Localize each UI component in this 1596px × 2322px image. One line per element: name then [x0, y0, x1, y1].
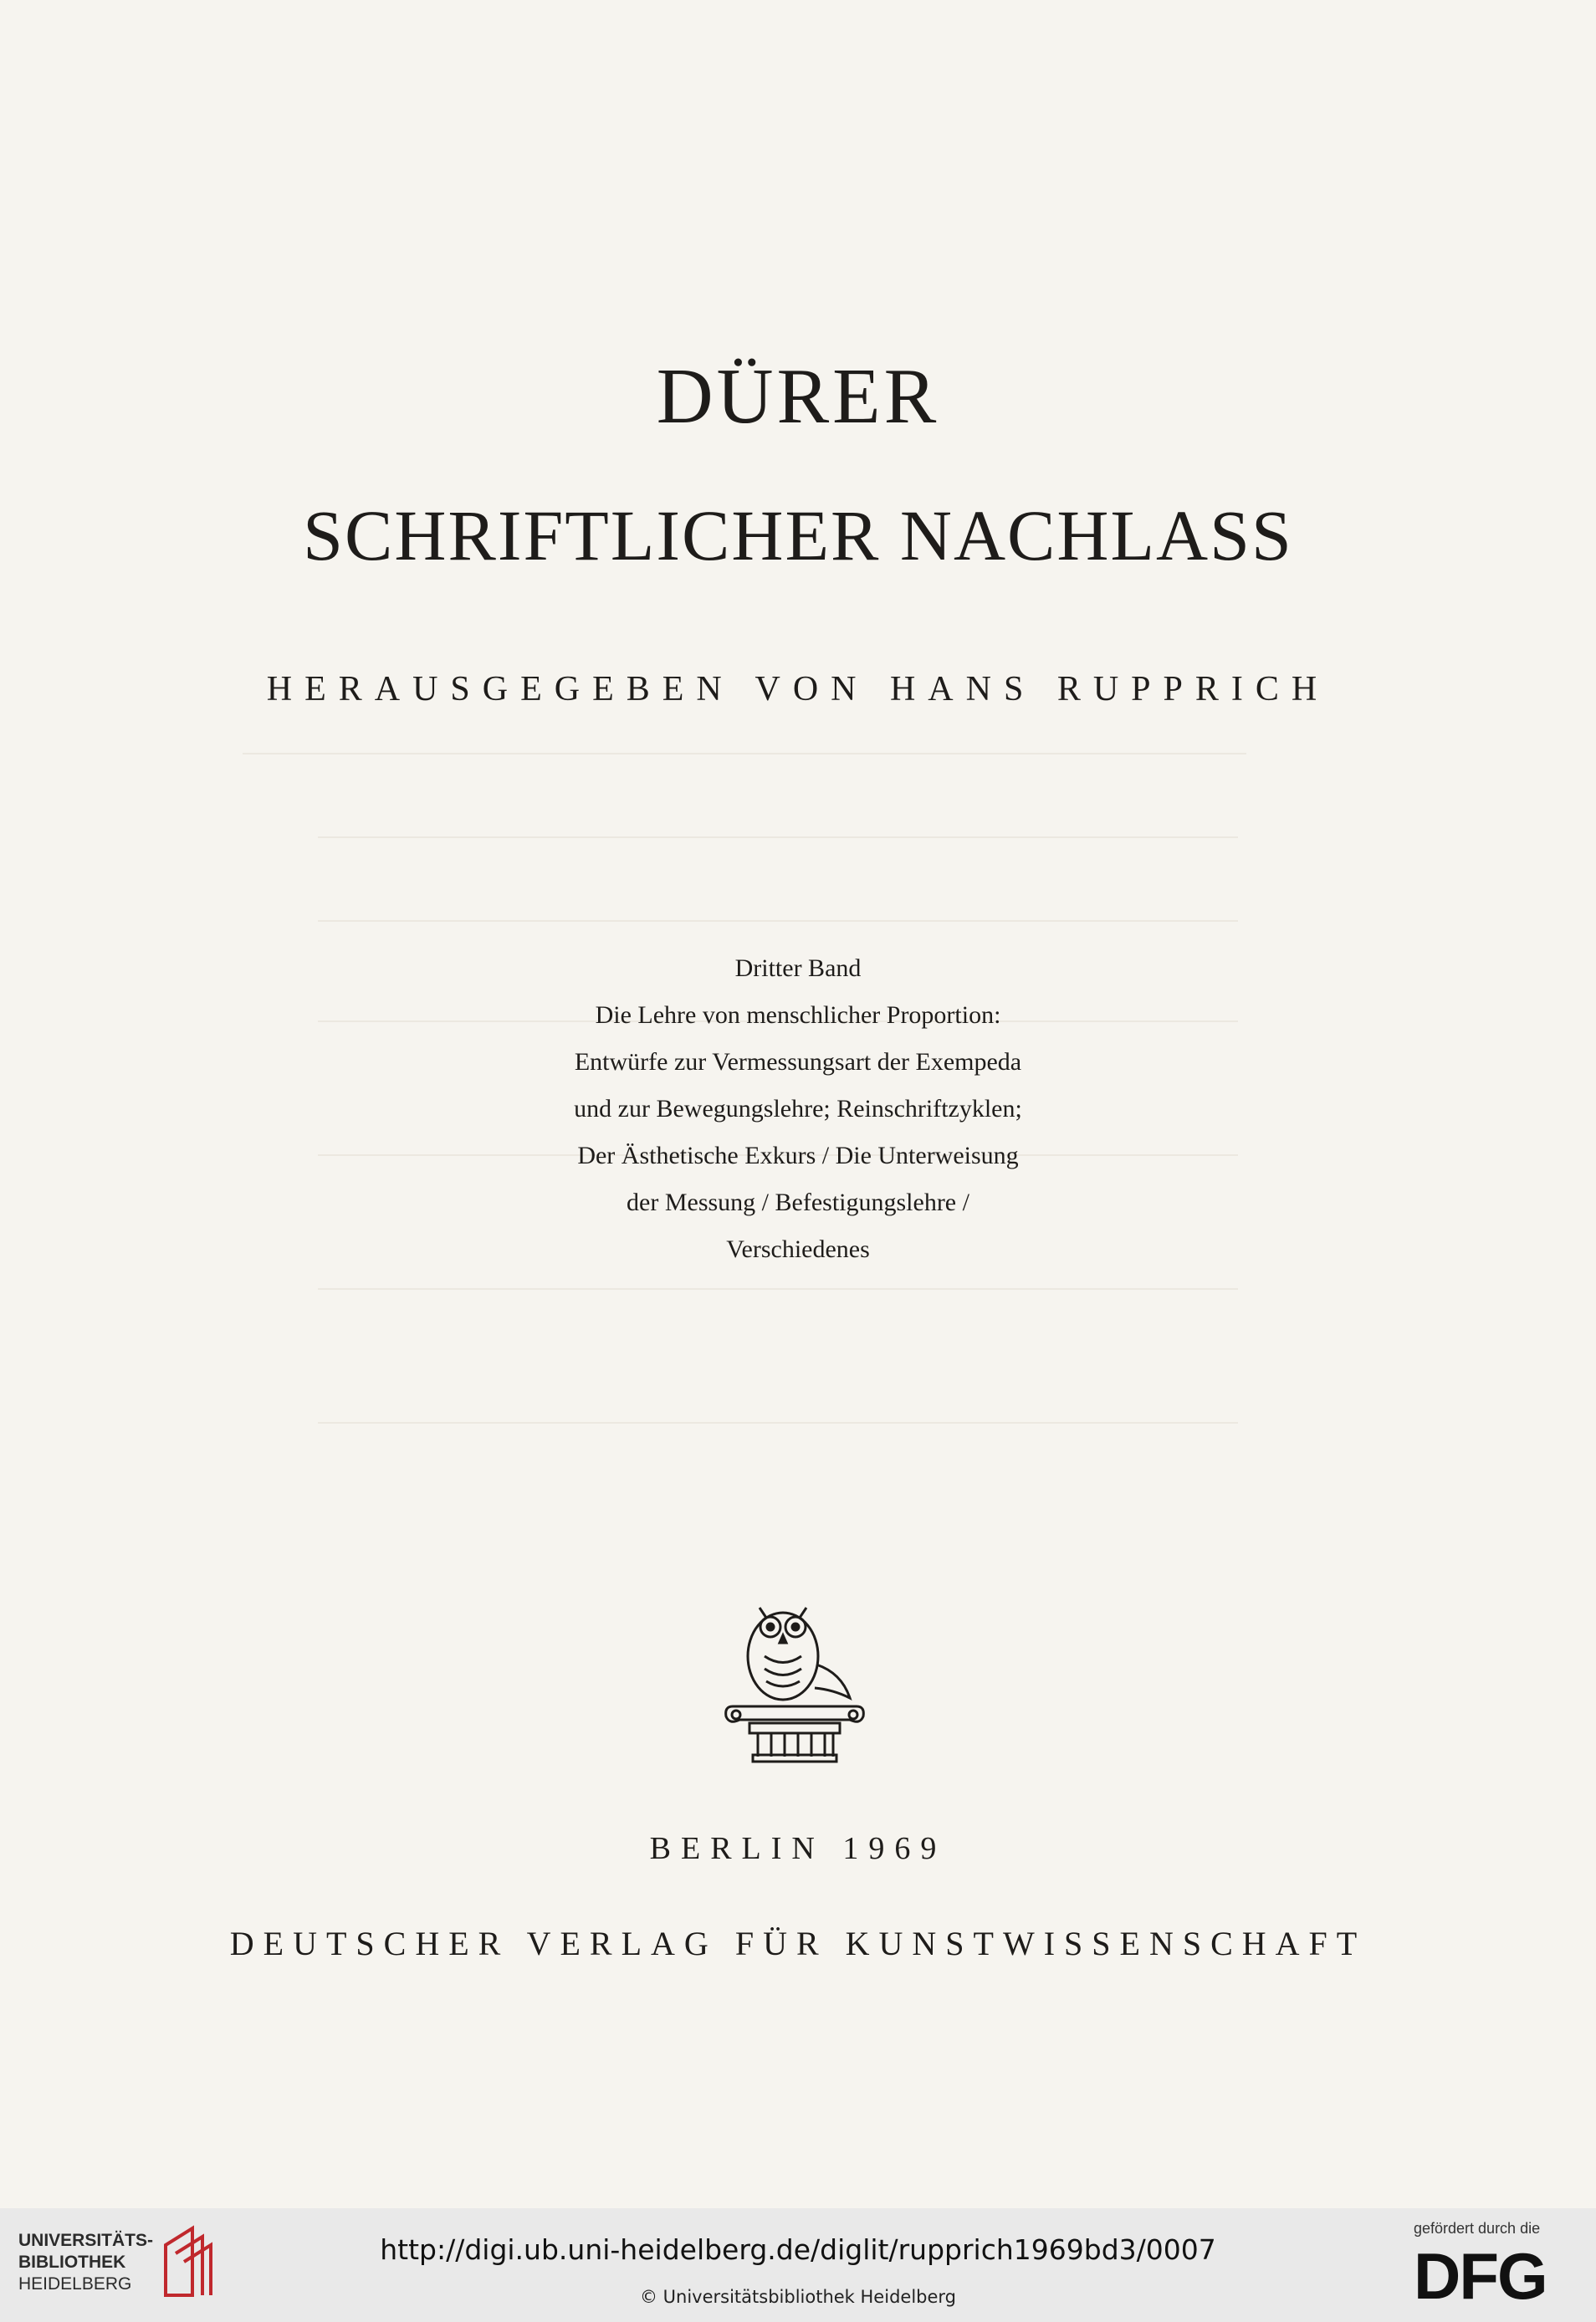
place-and-year: BERLIN 1969 [649, 1831, 947, 1866]
description-line: Der Ästhetische Exkurs / Die Unterweisung [577, 1142, 1019, 1169]
library-name-line: UNIVERSITÄTS- [18, 2231, 154, 2250]
description-line: Die Lehre von menschlicher Proportion: [595, 1001, 1001, 1029]
title-subtitle: SCHRIFTLICHER NACHLASS [303, 495, 1293, 575]
title-main: DÜRER [656, 353, 940, 440]
funding-note: gefördert durch die [1414, 2220, 1541, 2237]
library-name-line: BIBLIOTHEK [18, 2253, 126, 2272]
description-line: der Messung / Befestigungslehre / [627, 1189, 969, 1216]
description-line: Entwürfe zur Vermessungsart der Exempeda [574, 1048, 1022, 1076]
description-line: Dritter Band [734, 954, 862, 982]
publisher: DEUTSCHER VERLAG FÜR KUNSTWISSENSCHAFT [229, 1925, 1367, 1962]
copyright-notice: © Universitätsbibliothek Heidelberg [639, 2287, 956, 2307]
editor-line: HERAUSGEGEBEN VON HANS RUPPRICH [266, 670, 1330, 708]
library-name-line: HEIDELBERG [18, 2274, 132, 2294]
volume-description [0, 945, 1596, 1273]
footer-bar [0, 2208, 1596, 2322]
description-line: Verschiedenes [726, 1235, 870, 1263]
permalink-url[interactable]: http://digi.ub.uni-heidelberg.de/diglit/rupprich1969bd3/0007 [380, 2233, 1216, 2266]
dfg-logo: DFG [1414, 2239, 1547, 2313]
description-line: und zur Bewegungslehre; Reinschriftzyklen; [574, 1095, 1022, 1123]
owl-printer-mark-icon [716, 1589, 875, 1765]
